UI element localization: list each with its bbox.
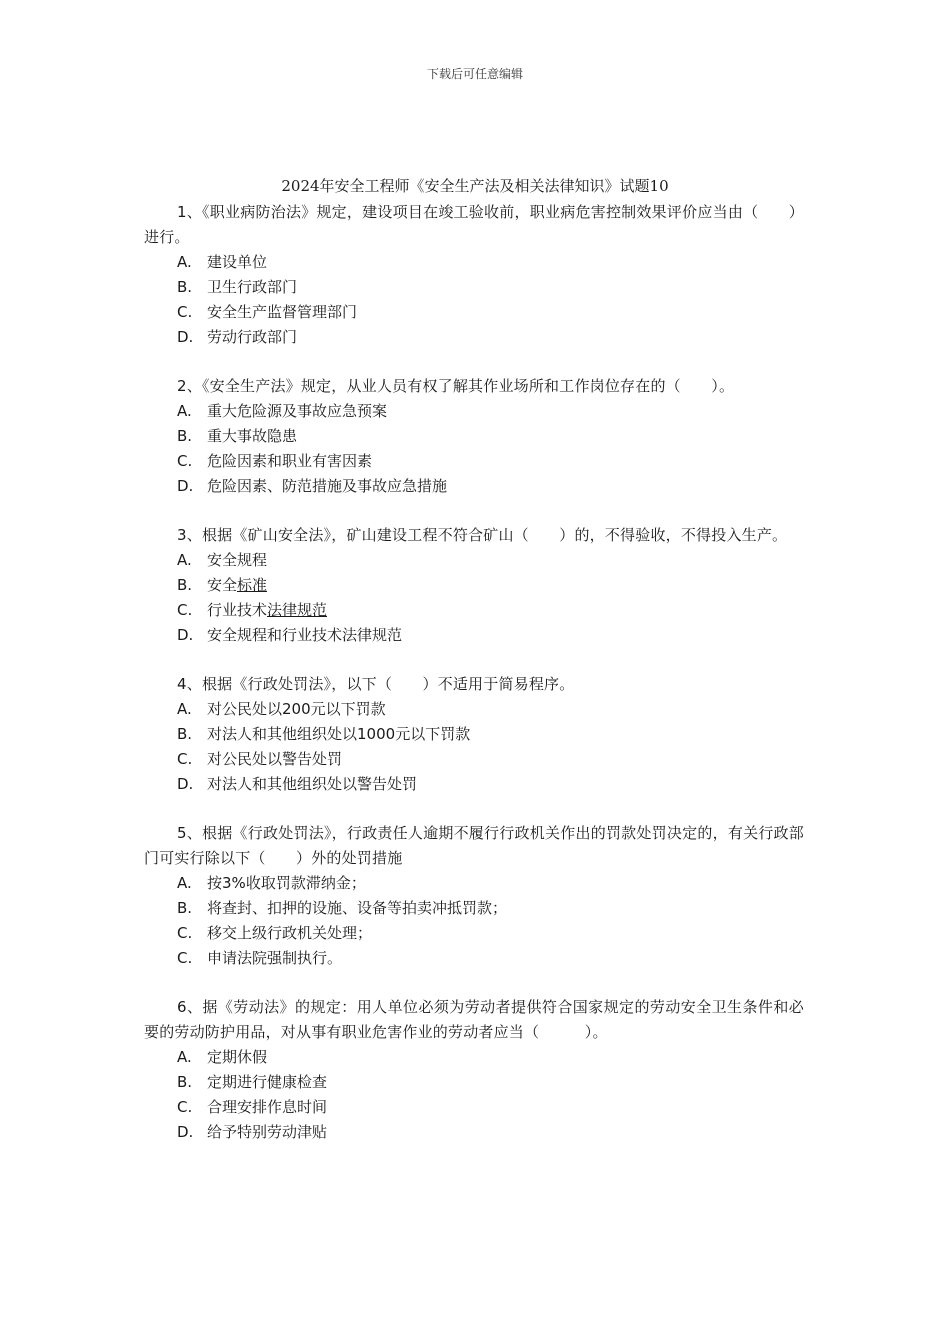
- option-letter: B.: [177, 427, 193, 445]
- option-text: 卫生行政部门: [207, 278, 298, 296]
- question-2: [144, 374, 804, 499]
- option-b: [144, 896, 804, 921]
- option-d: [144, 325, 804, 350]
- option-c-second: [144, 946, 804, 971]
- option-text: 建设单位: [207, 253, 268, 271]
- option-text: 重大事故隐患: [207, 427, 298, 445]
- question-stem: [144, 995, 804, 1045]
- option-text: 对公民处以警告处罚: [207, 750, 343, 768]
- option-text: 将查封、扣押的设施、设备等拍卖冲抵罚款；: [207, 899, 508, 917]
- option-d: [144, 474, 804, 499]
- option-b: [144, 573, 804, 598]
- question-stem: [144, 374, 804, 399]
- option-text: 危险因素、防范措施及事故应急措施: [207, 477, 448, 495]
- option-letter: D.: [177, 477, 194, 495]
- option-text: 劳动行政部门: [207, 328, 298, 346]
- option-a: [144, 697, 804, 722]
- option-letter: C.: [177, 1098, 193, 1116]
- question-6: [144, 995, 804, 1145]
- option-c: [144, 747, 804, 772]
- option-letter: C.: [177, 303, 193, 321]
- question-stem: [144, 821, 804, 871]
- question-stem: [144, 200, 804, 250]
- option-letter: C.: [177, 924, 193, 942]
- option-c: [144, 921, 804, 946]
- option-letter: B.: [177, 899, 193, 917]
- option-letter: B.: [177, 278, 193, 296]
- option-text-underlined: 标准: [237, 576, 268, 594]
- option-text: 安全: [207, 576, 238, 594]
- option-text: 危险因素和职业有害因素: [207, 452, 373, 470]
- option-letter: A.: [177, 253, 192, 271]
- option-text: 合理安排作息时间: [207, 1098, 328, 1116]
- question-list: [144, 200, 804, 1169]
- option-letter: D.: [177, 626, 194, 644]
- question-number: 4、: [177, 675, 202, 693]
- option-text: 行业技术: [207, 601, 268, 619]
- option-letter: C.: [177, 452, 193, 470]
- option-text: 移交上级行政机关处理；: [207, 924, 373, 942]
- question-text: 《职业病防治法》规定，建设项目在竣工验收前，职业病危害控制效果评价应当由（ ）进行。: [144, 203, 804, 246]
- option-c: [144, 300, 804, 325]
- option-a: [144, 250, 804, 275]
- option-d: [144, 1120, 804, 1145]
- option-letter: B.: [177, 725, 193, 743]
- option-b: [144, 1070, 804, 1095]
- option-letter: C.: [177, 750, 193, 768]
- question-number: 5、: [177, 824, 203, 842]
- question-number: 1、: [177, 203, 203, 221]
- option-letter: B.: [177, 576, 193, 594]
- document-title: 2024年安全工程师《安全生产法及相关法律知识》试题10: [281, 177, 669, 195]
- option-text-post: 收取罚款滞纳金；: [245, 874, 366, 892]
- option-text: 安全生产监督管理部门: [207, 303, 358, 321]
- option-text: 安全规程和行业技术法律规范: [207, 626, 403, 644]
- question-1: [144, 200, 804, 350]
- option-text: 定期休假: [207, 1048, 268, 1066]
- option-b: [144, 275, 804, 300]
- option-d: [144, 623, 804, 648]
- question-3: [144, 523, 804, 648]
- question-number: 2、: [177, 377, 202, 395]
- option-number: 1000: [357, 725, 396, 743]
- option-text-pre: 按: [207, 874, 223, 892]
- option-text: 对法人和其他组织处以警告处罚: [207, 775, 418, 793]
- question-stem: [144, 523, 804, 548]
- option-letter: A.: [177, 1048, 192, 1066]
- option-a: [144, 871, 804, 896]
- option-text-pre: 对法人和其他组织处以: [207, 725, 358, 743]
- option-letter: A.: [177, 874, 192, 892]
- question-text: 根据《行政处罚法》，行政责任人逾期不履行行政机关作出的罚款处罚决定的，有关行政部门可实行除以下（ ）外的处罚措施: [144, 824, 804, 867]
- option-b: [144, 424, 804, 449]
- option-d: [144, 772, 804, 797]
- option-c: [144, 598, 804, 623]
- option-letter: C.: [177, 601, 193, 619]
- page-header-note: 下载后可任意编辑: [426, 67, 523, 81]
- question-stem: [144, 672, 804, 697]
- question-text: 据《劳动法》的规定：用人单位必须为劳动者提供符合国家规定的劳动安全卫生条件和必要的劳动防护用品，对从事有职业危害作业的劳动者应当（ ）。: [144, 998, 804, 1041]
- option-number: 3%: [222, 874, 246, 892]
- option-text: 申请法院强制执行。: [207, 949, 343, 967]
- option-a: [144, 399, 804, 424]
- question-text: 根据《矿山安全法》，矿山建设工程不符合矿山（ ）的，不得验收，不得投入生产。: [201, 526, 788, 544]
- option-text-post: 元以下罚款: [395, 725, 471, 743]
- option-text-underlined: 法律规范: [267, 601, 328, 619]
- question-number: 3、: [177, 526, 202, 544]
- question-4: [144, 672, 804, 797]
- option-text-post: 元以下罚款: [310, 700, 386, 718]
- option-text: 定期进行健康检查: [207, 1073, 328, 1091]
- option-letter: A.: [177, 551, 192, 569]
- option-letter: A.: [177, 700, 192, 718]
- option-text: 重大危险源及事故应急预案: [207, 402, 388, 420]
- option-a: [144, 548, 804, 573]
- question-5: [144, 821, 804, 971]
- option-number: 200: [282, 700, 311, 718]
- option-letter: D.: [177, 328, 194, 346]
- option-text: 给予特别劳动津贴: [207, 1123, 328, 1141]
- option-letter: B.: [177, 1073, 193, 1091]
- option-letter: D.: [177, 1123, 194, 1141]
- question-text: 根据《行政处罚法》，以下（ ）不适用于简易程序。: [201, 675, 575, 693]
- question-text: 《安全生产法》规定，从业人员有权了解其作业场所和工作岗位存在的（ ）。: [201, 377, 735, 395]
- option-c: [144, 449, 804, 474]
- option-a: [144, 1045, 804, 1070]
- option-letter: A.: [177, 402, 192, 420]
- option-letter: D.: [177, 775, 194, 793]
- option-text: 安全规程: [207, 551, 268, 569]
- option-text-pre: 对公民处以: [207, 700, 283, 718]
- option-b: [144, 722, 804, 747]
- option-c: [144, 1095, 804, 1120]
- option-letter: C.: [177, 949, 193, 967]
- question-number: 6、: [177, 998, 203, 1016]
